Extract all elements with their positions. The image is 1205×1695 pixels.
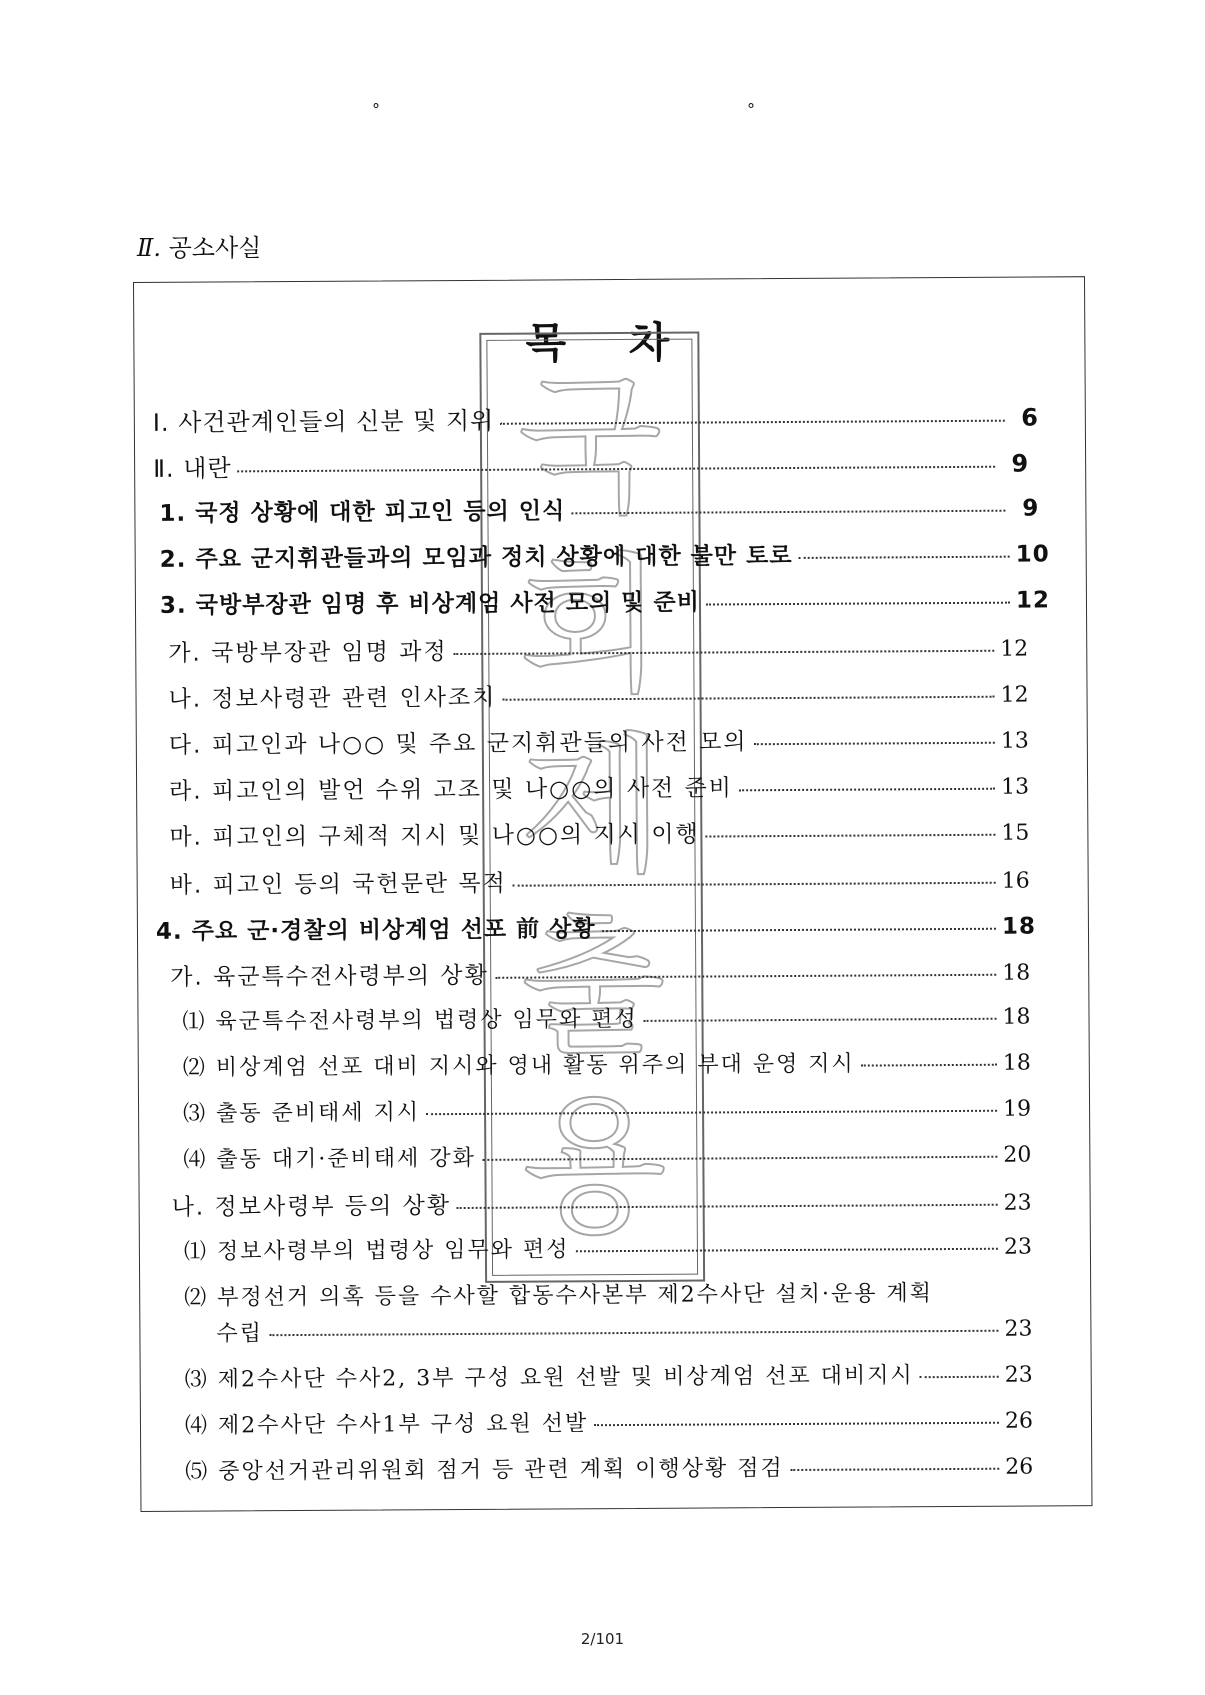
leader-dots <box>482 1156 998 1161</box>
toc-item-label: 바. 피고인 등의 국헌문란 목적 <box>169 870 507 899</box>
toc-item-18[interactable] <box>172 1184 1032 1222</box>
toc-item-label: ⑵ 부정선거 의혹 등을 수사할 합동수사본부 제2수사단 설치·운용 계획 <box>184 1281 934 1311</box>
leader-dots <box>454 650 995 655</box>
toc-item-page: 16 <box>1001 868 1030 894</box>
toc-item-20-line-1[interactable] <box>184 1276 1032 1312</box>
leader-dots <box>706 834 996 838</box>
toc-item-page: 9 <box>1022 495 1040 522</box>
leader-dots <box>495 974 996 979</box>
toc-item-15[interactable] <box>183 1046 1031 1082</box>
toc-item-label: Ⅱ. 내란 <box>153 454 232 483</box>
toc-item-label: ⑶ 출동 준비태세 지시 <box>183 1100 421 1127</box>
leader-dots <box>238 466 996 473</box>
toc-item-page: 26 <box>1004 1408 1034 1434</box>
leader-dots <box>502 696 994 701</box>
toc-item-continuation: 수립 <box>216 1321 264 1347</box>
leader-dots <box>513 882 996 887</box>
toc-item-6[interactable] <box>168 630 1028 668</box>
toc-item-label: 4. 주요 군·경찰의 비상계엄 선포 前 상황 <box>155 916 596 945</box>
toc-item-label: 가. 육군특수전사령부의 상황 <box>170 962 489 991</box>
toc-title: 목 차 <box>525 317 694 368</box>
toc-item-label: 나. 정보사령부 등의 상황 <box>171 1193 452 1221</box>
toc-item-page: 6 <box>1021 403 1039 432</box>
toc-item-page: 13 <box>1001 774 1030 800</box>
toc-item-label: ⑴ 육군특수전사령부의 법령상 임무와 편성 <box>182 1006 638 1035</box>
leader-dots <box>269 1330 998 1336</box>
toc-item-label: 마. 피고인의 구체적 지시 및 나○○의 지시 이행 <box>169 821 700 851</box>
toc-item-page: 23 <box>1003 1190 1032 1216</box>
toc-item-page: 10 <box>1015 541 1050 568</box>
bullet-mark-left: ° <box>372 100 380 119</box>
toc-item-7[interactable] <box>168 676 1028 714</box>
toc-item-label: ⑸ 중앙선거관리위원회 점거 등 관련 계획 이행상황 점검 <box>185 1456 784 1485</box>
stamp-char-4: 출 <box>520 899 667 1075</box>
toc-item-page: 23 <box>1004 1316 1033 1342</box>
toc-item-page: 23 <box>1003 1234 1032 1260</box>
toc-item-label: Ⅰ. 사건관계인들의 신분 및 지위 <box>152 406 495 437</box>
leader-dots <box>790 1468 1000 1471</box>
toc-item-8[interactable] <box>169 722 1029 760</box>
toc-item-label: 가. 국방부장관 임명 과정 <box>168 639 448 667</box>
toc-item-page: 19 <box>1002 1096 1032 1122</box>
toc-item-20-line-2[interactable] <box>216 1312 1032 1348</box>
toc-item-page: 9 <box>1011 449 1030 478</box>
toc-item-22[interactable] <box>185 1404 1033 1440</box>
toc-item-1[interactable] <box>153 397 1039 437</box>
toc-item-label: 나. 정보사령관 관련 인사조치 <box>168 684 497 713</box>
stamp-char-5: 용 <box>521 1079 668 1255</box>
section-heading <box>137 228 261 263</box>
toc-item-page: 18 <box>1001 913 1037 940</box>
toc-item-page: 13 <box>1000 728 1029 754</box>
toc-item-10[interactable] <box>169 814 1029 852</box>
bullet-mark-right: ° <box>747 100 755 119</box>
toc-item-label: 라. 피고인의 발언 수위 고조 및 나○○의 사전 준비 <box>169 775 734 805</box>
page-indicator: 2/101 <box>580 1630 625 1648</box>
stamp-char-3: 제 <box>519 719 666 895</box>
section-number: Ⅱ. <box>137 234 161 262</box>
toc-item-label: 3. 국방부장관 임명 후 비상계엄 사전 모의 및 준비 <box>159 589 701 619</box>
toc-item-13[interactable] <box>170 954 1030 992</box>
toc-frame <box>133 276 1092 1512</box>
toc-item-9[interactable] <box>169 768 1029 806</box>
toc-item-23[interactable] <box>185 1450 1033 1486</box>
toc-item-page: 26 <box>1005 1454 1034 1480</box>
toc-item-label: ⑷ 제2수사단 수사1부 구성 요원 선발 <box>184 1411 589 1439</box>
leader-dots <box>799 556 1010 559</box>
toc-item-4[interactable] <box>160 535 1050 573</box>
leader-dots <box>457 1204 998 1209</box>
toc-item-2[interactable] <box>153 444 1029 484</box>
toc-item-16[interactable] <box>183 1092 1031 1128</box>
toc-item-page: 15 <box>1001 820 1030 846</box>
section-title: 공소사실 <box>168 234 262 262</box>
toc-item-page: 12 <box>1000 636 1029 662</box>
toc-item-12[interactable] <box>156 907 1036 945</box>
toc-item-page: 12 <box>1000 682 1029 708</box>
toc-item-page: 18 <box>1002 1050 1031 1076</box>
toc-item-page: 18 <box>1002 960 1031 986</box>
leader-dots <box>500 420 1005 425</box>
leader-dots <box>920 1376 999 1378</box>
leader-dots <box>754 742 995 745</box>
toc-item-page: 18 <box>1002 1004 1031 1030</box>
toc-item-label: ⑴ 정보사령부의 법령상 임무와 편성 <box>183 1237 570 1265</box>
toc-item-17[interactable] <box>183 1138 1031 1174</box>
toc-item-label: 다. 피고인과 나○○ 및 주요 군지휘관들의 사전 모의 <box>168 729 748 759</box>
toc-item-3[interactable] <box>159 489 1039 527</box>
leader-dots <box>739 788 995 792</box>
leader-dots <box>571 510 1005 515</box>
toc-item-19[interactable] <box>184 1230 1032 1266</box>
leader-dots <box>706 602 1010 606</box>
leader-dots <box>426 1110 997 1115</box>
toc-item-5[interactable] <box>160 581 1050 619</box>
leader-dots <box>575 1248 997 1253</box>
leader-dots <box>644 1018 997 1022</box>
toc-item-11[interactable] <box>170 862 1030 900</box>
toc-item-page: 20 <box>1003 1142 1032 1168</box>
leader-dots <box>594 1422 999 1426</box>
toc-item-label: ⑷ 출동 대기·준비태세 강화 <box>183 1145 476 1173</box>
leader-dots <box>602 928 996 932</box>
toc-item-14[interactable] <box>182 1000 1030 1036</box>
toc-item-label: 2. 주요 군지휘관들과의 모임과 정치 상황에 대한 불만 토로 <box>159 542 793 573</box>
stamp-char-2: 회 <box>518 539 665 715</box>
stamp-char-1: 국 <box>517 359 664 535</box>
toc-item-21[interactable] <box>185 1358 1033 1394</box>
toc-item-label: ⑵ 비상계엄 선포 대비 지시와 영내 활동 위주의 부대 운영 지시 <box>182 1051 855 1081</box>
toc-item-page: 12 <box>1015 587 1051 614</box>
toc-item-label: 1. 국정 상황에 대한 피고인 등의 인식 <box>159 498 566 527</box>
leader-dots <box>861 1064 997 1067</box>
toc-item-page: 23 <box>1004 1362 1033 1388</box>
toc-item-label: ⑶ 제2수사단 수사2, 3부 구성 요원 선발 및 비상계엄 선포 대비지시 <box>184 1363 914 1393</box>
